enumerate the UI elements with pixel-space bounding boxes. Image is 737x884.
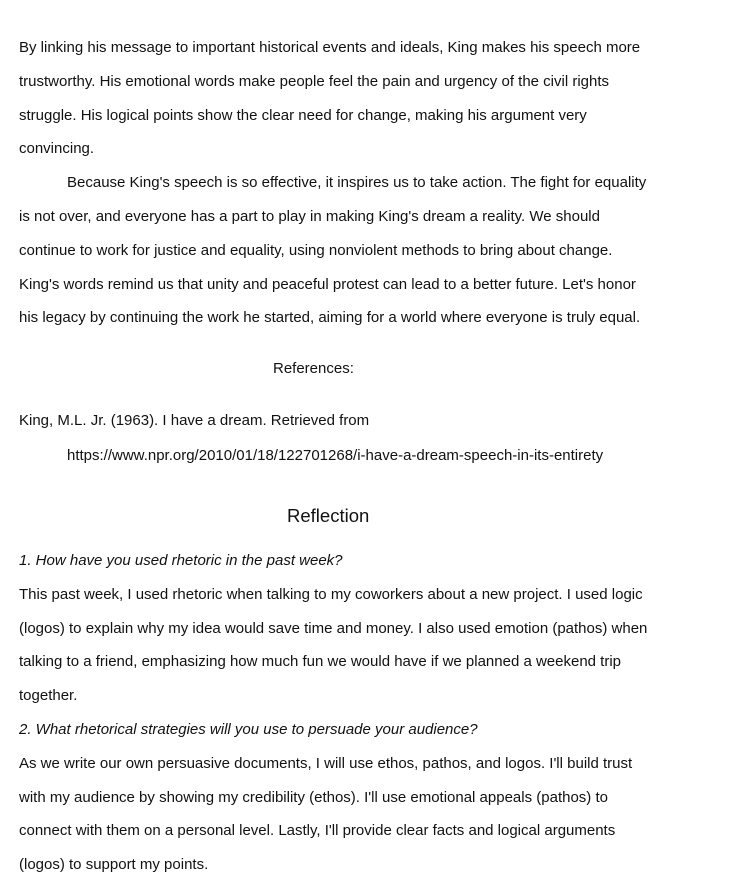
essay-paragraph-2 (19, 166, 719, 335)
reference-entry: King, M.L. Jr. (1963). I have a dream. Retrieved from (19, 412, 370, 429)
answer-line: together. (19, 687, 78, 705)
reflection-title: Reflection (287, 505, 370, 526)
answer-line: (logos) to explain why my idea would save time and money. I also used emotion (pathos) when (19, 619, 648, 637)
paragraph-line: his legacy by continuing the work he started, aiming for a world where everyone is truly equal. (19, 309, 641, 327)
paragraph-line: is not over, and everyone has a part to play in making King's dream a reality. We should (19, 207, 600, 225)
paragraph-line: trustworthy. His emotional words make people feel the pain and urgency of the civil rights (19, 72, 610, 90)
references-heading: References: (273, 360, 354, 377)
answer-line: talking to a friend, emphasizing how much fun we would have if we planned a weekend trip (19, 653, 622, 671)
answer-line: connect with them on a personal level. Lastly, I'll provide clear facts and logical arguments (19, 822, 616, 840)
paragraph-line: Because King's speech is so effective, it inspires us to take action. The fight for equality (67, 174, 647, 192)
essay-body (19, 31, 719, 335)
paragraph-line: By linking his message to important historical events and ideals, King makes his speech more (19, 39, 641, 56)
essay-paragraph-1 (19, 31, 719, 166)
paragraph-line: struggle. His logical points show the clear need for change, making his argument very (19, 106, 587, 124)
answer-line: with my audience by showing my credibility (ethos). I'll use emotional appeals (pathos) to (19, 788, 608, 806)
reference-url: https://www.npr.org/2010/01/18/122701268/i-have-a-dream-speech-in-its-entirety (67, 447, 604, 464)
paragraph-line: convincing. (19, 140, 95, 158)
paragraph-line: continue to work for justice and equality, using nonviolent methods to bring about change. (19, 241, 613, 259)
answer-line: (logos) to support my points. (19, 856, 209, 874)
question-2: 2. What rhetorical strategies will you use to persuade your audience? (19, 720, 478, 738)
answer-line: As we write our own persuasive documents, I will use ethos, pathos, and logos. I'll build trust (19, 754, 633, 772)
reflection-body (19, 544, 719, 882)
question-1: 1. How have you used rhetoric in the past week? (19, 552, 343, 569)
paragraph-line: King's words remind us that unity and peaceful protest can lead to a better future. Let's honor (19, 275, 636, 293)
answer-line: This past week, I used rhetoric when talking to my coworkers about a new project. I used logic (19, 585, 643, 603)
